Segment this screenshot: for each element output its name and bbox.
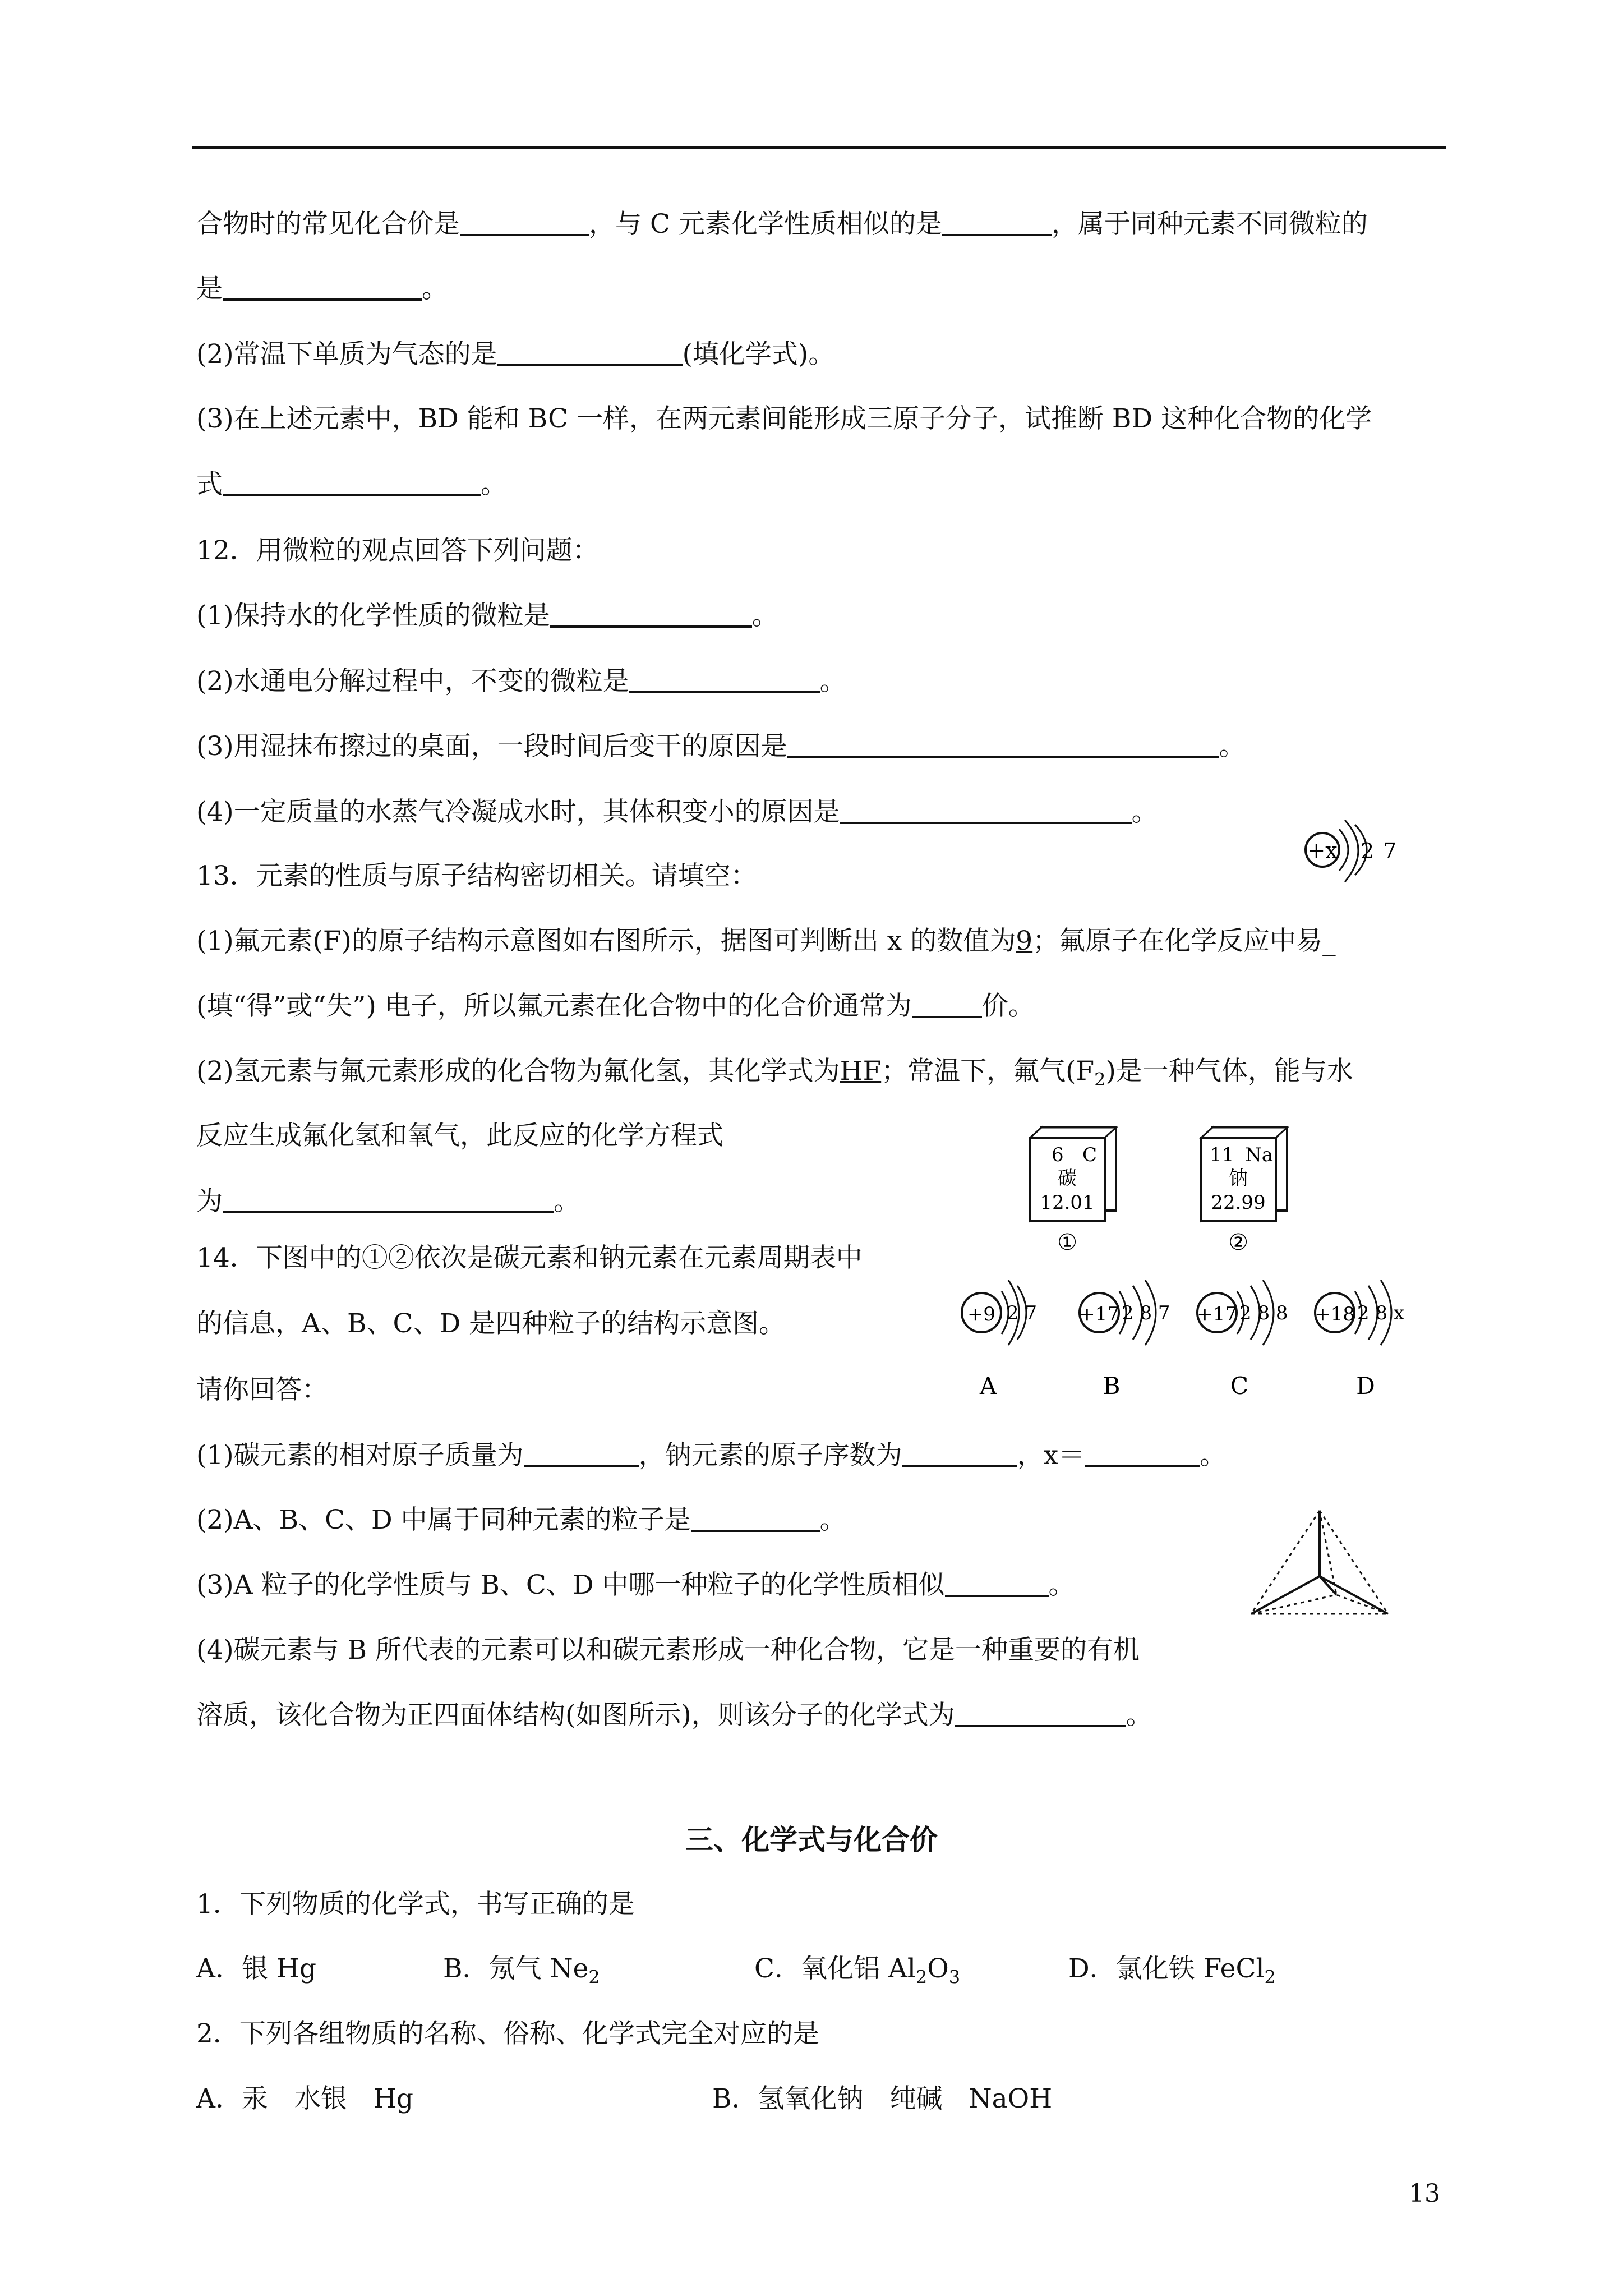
tetrahedron-figure [1248,1506,1394,1624]
line-12-2: (2)水通电分解过程中，不变的微粒是 。 [196,666,846,697]
answer-blank[interactable] [787,731,1219,758]
line-13-5: 为 。 [196,1186,580,1217]
line-14-2: 请你回答： [196,1374,328,1405]
line-14-4: (2)A、B、C、D 中属于同种元素的粒子是 。 [196,1504,846,1535]
option-d[interactable]: D．氯化铁 FeCl$_2$ [1068,1953,1276,1988]
answer-blank[interactable] [629,666,820,693]
line-13-1: (1)氟元素(F)的原子结构示意图如右图所示，据图可判断出 x 的数值为9；氟原子在化学反应中易_ [196,926,1336,956]
shell-electrons: 2 8 7 [1122,1302,1170,1324]
figure-caption: ② [1228,1230,1248,1255]
answer-blank[interactable] [1085,1441,1200,1467]
answer-blank[interactable] [497,339,683,366]
answer-blank[interactable] [223,470,481,496]
particle-b [1079,1280,1170,1400]
line-12-4: (4)一定质量的水蒸气冷凝成水时，其体积变小的原因是 。 [196,797,1158,827]
nucleus-label: +17 [1197,1303,1237,1326]
answer-blank[interactable] [223,274,422,301]
answer-blank[interactable] [902,1441,1017,1467]
atomic-number: 6 [1052,1144,1064,1166]
question-2-stem: 2．下列各组物质的名称、俗称、化学式完全对应的是 [196,2018,819,2049]
line-14-7: 溶质，该化合物为正四面体结构(如图所示)，则该分子的化学式为 。 [196,1700,1152,1731]
page-number: 13 [1409,2179,1440,2208]
option-c[interactable]: C．氧化铝 $Al_2O_3$ [754,1953,961,1988]
line-14-5: (3)A 粒子的化学性质与 B、C、D 中哪一种粒子的化学性质相似 。 [196,1570,1075,1600]
element-cell-carbon [1030,1128,1116,1255]
question-13: 13．元素的性质与原子结构密切相关。请填空： [196,861,757,891]
line-14-3: (1)碳元素的相对原子质量为 ，钠元素的原子序数为 ，x＝ 。 [196,1440,1227,1471]
line-1: 合物时的常见化合价是 ，与 C 元素化学性质相似的是 ，属于同种元素不同微粒的 [196,209,1368,240]
line-13-2: (填“得”或“失”) 电子，所以氟元素在化合物中的化合价通常为 价。 [196,991,1035,1022]
question-12: 12．用微粒的观点回答下列问题： [196,535,599,566]
nucleus-label: +x [1307,838,1338,863]
particle-d [1315,1280,1404,1400]
line-5: 式 。 [196,469,507,500]
periodic-cells-figure [1029,1116,1326,1257]
option-a[interactable]: A．银 Hg [196,1953,316,1984]
shell-electrons: 7 [1383,839,1397,863]
particle-c [1197,1280,1288,1400]
answer-blank[interactable] [840,797,1132,824]
particle-diagrams [948,1268,1424,1402]
line-12-3: (3)用湿抹布擦过的桌面，一段时间后变干的原因是 。 [196,731,1246,762]
answer-blank[interactable] [223,1186,554,1213]
atomic-mass: 22.99 [1211,1191,1266,1214]
element-cell-sodium [1201,1128,1287,1255]
fluorine-atom-diagram [1300,819,1407,892]
line-4: (3)在上述元素中，BD 能和 BC 一样，在两元素间能形成三原子分子，试推断 BD 这种化合物的化学 [196,403,1372,434]
line-14-1: 的信息，A、B、C、D 是四种粒子的结构示意图。 [196,1308,786,1339]
figure-caption: ① [1057,1230,1077,1255]
answer-blank[interactable] [955,1700,1126,1727]
section-title: 三、化学式与化合价 [685,1823,938,1856]
element-name: 碳 [1058,1167,1077,1190]
element-symbol: C [1082,1144,1098,1166]
line-3: (2)常温下单质为气态的是 (填化学式)。 [196,339,835,370]
particle-label: C [1230,1372,1249,1400]
line-2: 是 。 [196,273,448,304]
line-13-4: 反应生成氟化氢和氧气，此反应的化学方程式 [196,1120,723,1151]
shell-electrons: 2 [1361,839,1375,863]
shell-electrons: 2 8 x [1357,1302,1405,1324]
nucleus-label: +9 [967,1303,996,1326]
particle-a [962,1280,1037,1400]
question-1-stem: 1．下列物质的化学式，书写正确的是 [196,1889,635,1920]
line-14-6: (4)碳元素与 B 所代表的元素可以和碳元素形成一种化合物，它是一种重要的有机 [196,1635,1140,1665]
question-14: 14．下图中的①②依次是碳元素和钠元素在元素周期表中 [196,1243,863,1273]
answer-blank[interactable] [945,1570,1049,1597]
option-b[interactable]: B．氖气 $Ne_2$ [443,1953,600,1988]
answer-blank[interactable] [460,209,589,236]
answer-blank[interactable] [691,1505,820,1532]
nucleus-label: +18 [1315,1303,1355,1326]
shell-electrons: 2 7 [1007,1302,1038,1324]
atomic-mass: 12.01 [1040,1191,1095,1214]
header-rule [192,146,1446,149]
nucleus-label: +17 [1079,1303,1119,1326]
line-13-3: (2)氢元素与氟元素形成的化合物为氟化氢，其化学式为HF；常温下，氟气$(F_2)$是一种气体，能与水 [196,1056,1353,1091]
particle-label: A [979,1372,997,1400]
element-symbol: Na [1245,1144,1274,1166]
option-b[interactable]: B．氢氧化钠 纯碱 NaOH [712,2083,1053,2114]
line-12-1: (1)保持水的化学性质的微粒是 。 [196,600,778,631]
answer-blank[interactable] [942,209,1052,236]
particle-label: D [1356,1372,1375,1400]
shell-electrons: 2 8 8 [1239,1302,1288,1324]
answer-blank[interactable] [912,991,982,1018]
atomic-number: 11 [1210,1144,1234,1166]
answer-blank[interactable] [550,601,752,628]
element-name: 钠 [1229,1167,1248,1190]
particle-label: B [1103,1372,1121,1400]
answer-blank[interactable] [524,1441,639,1467]
option-a[interactable]: A．汞 水银 Hg [196,2083,414,2114]
